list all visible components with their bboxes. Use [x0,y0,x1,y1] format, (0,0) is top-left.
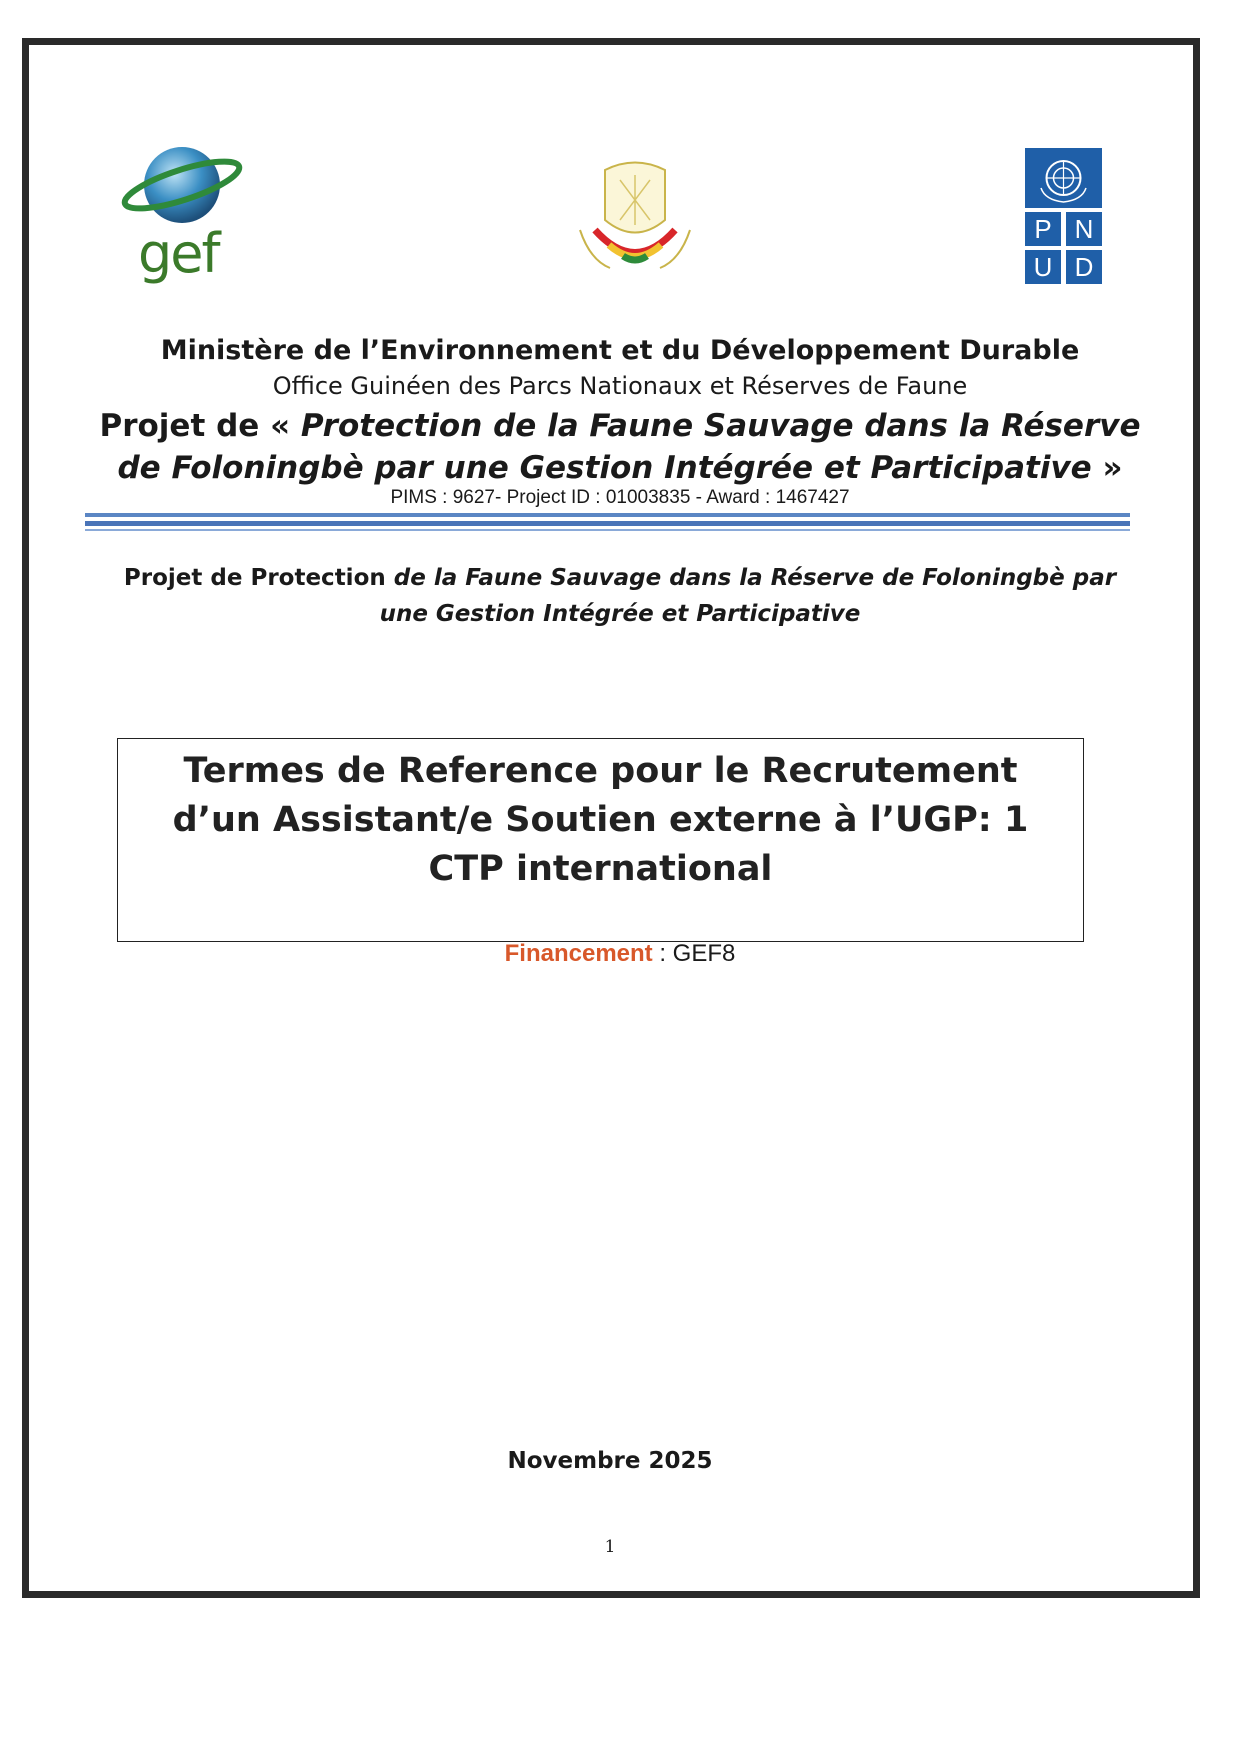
funding-line [0,940,1240,968]
gef-wordmark: gef [138,222,219,285]
project-title [80,405,1160,489]
ministry-title: Ministère de l’Environnement et du Développement Durable [160,335,1080,366]
project-title-line1: Protection de la Faune Sauvage dans la Réserve [300,408,1141,444]
gef-logo [120,140,250,290]
funding-separator: : [652,940,673,967]
un-emblem-icon [1025,148,1102,208]
page-number: 1 [604,1537,616,1557]
subproject-italic: de la Faune Sauvage dans la Réserve de Foloningbè par une Gestion Intégrée et Participative [379,565,1117,627]
undp-letter-u: U [1025,250,1061,284]
funding-label: Financement [504,940,653,967]
header-rule-bottom [85,529,1130,531]
header-rule-top [85,513,1130,517]
tor-title-box [117,738,1084,942]
project-prefix: Projet de « [99,408,301,444]
un-emblem [1025,148,1102,208]
undp-logo [1025,148,1102,284]
pims-line: PIMS : 9627- Project ID : 01003835 - Award : 1467427 [390,487,850,508]
subproject-title [120,560,1120,632]
header-rule-middle [85,521,1130,526]
undp-letter-d: D [1066,250,1102,284]
funding-value: GEF8 [672,940,736,967]
project-suffix: » [1091,450,1123,486]
coat-of-arms-icon [565,150,705,290]
office-title: Office Guinéen des Parcs Nationaux et Réserves de Faune [272,372,968,400]
undp-letter-n: N [1066,212,1102,246]
document-date: Novembre 2025 [507,1448,713,1474]
subproject-prefix: Projet de Protection [123,565,394,591]
globe-icon [120,140,250,230]
undp-letter-p: P [1025,212,1061,246]
guinea-coat-of-arms [565,150,705,290]
project-title-line2: de Foloningbè par une Gestion Intégrée et Participative [117,450,1092,486]
tor-title: Termes de Reference pour le Recrutement d’un Assistant/e Soutien externe à l’UGP: 1 CTP international [172,751,1029,889]
